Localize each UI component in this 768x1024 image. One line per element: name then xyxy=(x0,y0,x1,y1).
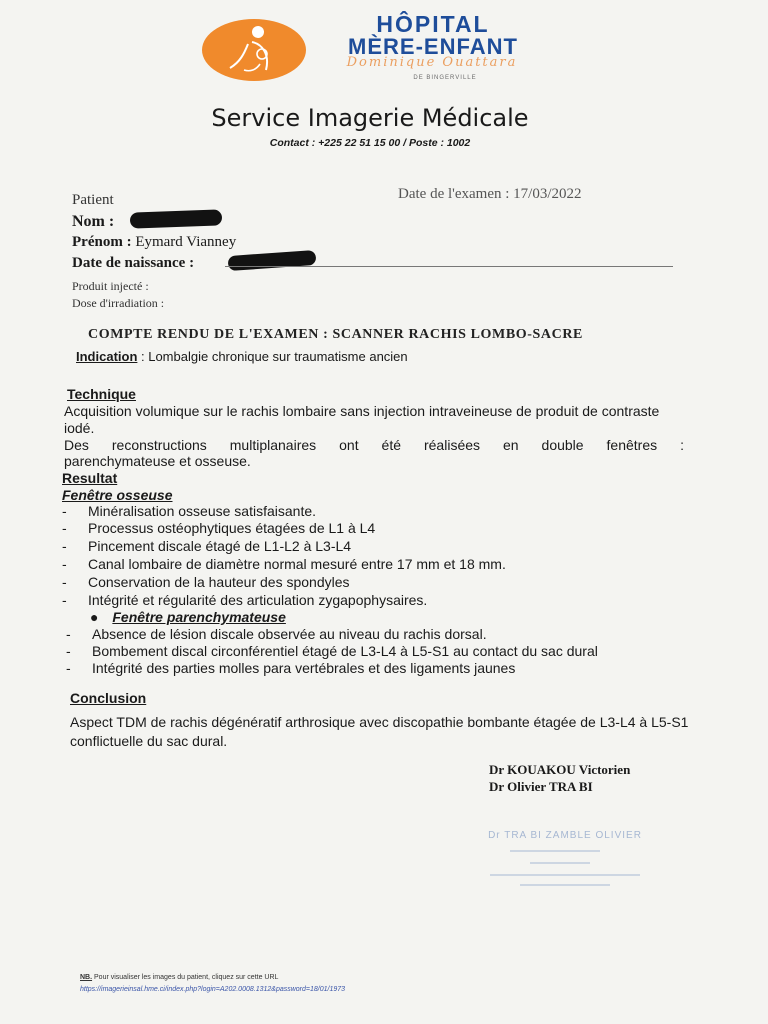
prenom-value: Eymard Vianney xyxy=(135,234,237,250)
contact-line: Contact : +225 22 51 15 00 / Poste : 1002 xyxy=(269,137,471,149)
resultat-heading: Resultat xyxy=(62,470,118,486)
footer-note xyxy=(80,974,278,981)
hospital-subtitle: DE BINGERVILLE xyxy=(413,75,477,81)
dose-label: Dose d'irradiation : xyxy=(72,296,165,310)
nom-label: Nom : xyxy=(72,213,115,230)
divider xyxy=(225,266,673,267)
doctor-signature-2: Dr Olivier TRA BI xyxy=(489,779,593,794)
exam-date-label: Date de l'examen : xyxy=(398,186,510,202)
technique-heading: Technique xyxy=(67,386,136,402)
footer-url-link[interactable]: https://imagerieinsal.hme.ci/index.php?login=A202.0008.1312&password=18/01/1973 xyxy=(80,986,346,993)
exam-date xyxy=(398,186,582,203)
doctor-stamp xyxy=(470,830,660,900)
footer-note-text: Pour visualiser les images du patient, cliquez sur cette URL xyxy=(92,974,279,981)
hospital-name-line2: MÈRE-ENFANT xyxy=(348,34,518,59)
hospital-script-name: Dominique Ouattara xyxy=(346,55,518,70)
service-title: Service Imagerie Médicale xyxy=(211,104,529,132)
technique-text-2: Des reconstructions multiplanaires ont été réalisées en double fenêtres : xyxy=(64,437,684,453)
prenom-field xyxy=(72,234,236,251)
indication-text: : Lombalgie chronique sur traumatisme ancien xyxy=(137,349,408,364)
report-title: COMPTE RENDU DE L'EXAMEN : SCANNER RACHIS LOMBO-SACRE xyxy=(88,327,583,342)
indication xyxy=(76,349,408,364)
redaction-mark xyxy=(228,250,317,271)
technique-text: Acquisition volumique sur le rachis lombaire sans injection intraveineuse de produit de contraste iodé. xyxy=(64,403,660,436)
exam-date-value: 17/03/2022 xyxy=(513,186,582,202)
patient-label: Patient xyxy=(72,192,114,208)
conclusion-text: Aspect TDM de rachis dégénératif arthrosique avec discopathie bombante étagée de L3-L4 à L5-S1 conflictuelle du sac dural. xyxy=(70,714,689,749)
conclusion-heading: Conclusion xyxy=(70,690,147,706)
stamp-scribble-icon xyxy=(480,841,650,891)
fenetre-parenchymateuse xyxy=(90,609,286,625)
hospital-logo xyxy=(200,14,308,82)
prenom-label: Prénom : xyxy=(72,234,132,250)
fenetre-osseuse-heading: Fenêtre osseuse xyxy=(62,487,173,503)
footer-note-label: NB. xyxy=(80,974,93,981)
hospital-name xyxy=(328,12,538,58)
doctor-signature-1: Dr KOUAKOU Victorien xyxy=(489,762,631,777)
fenetre-parenchymateuse-heading: Fenêtre parenchymateuse xyxy=(112,609,286,625)
redaction-mark xyxy=(130,209,223,228)
bullet-icon: ● xyxy=(90,609,99,625)
stamp-line: Dr TRA BI ZAMBLE OLIVIER xyxy=(488,830,642,841)
indication-label: Indication xyxy=(76,349,138,364)
technique-text-3: parenchymateuse et osseuse. xyxy=(64,453,251,469)
hospital-name-line1: HÔPITAL xyxy=(376,11,490,37)
produit-label: Produit injecté : xyxy=(72,279,149,293)
dob-label: Date de naissance : xyxy=(72,255,195,271)
